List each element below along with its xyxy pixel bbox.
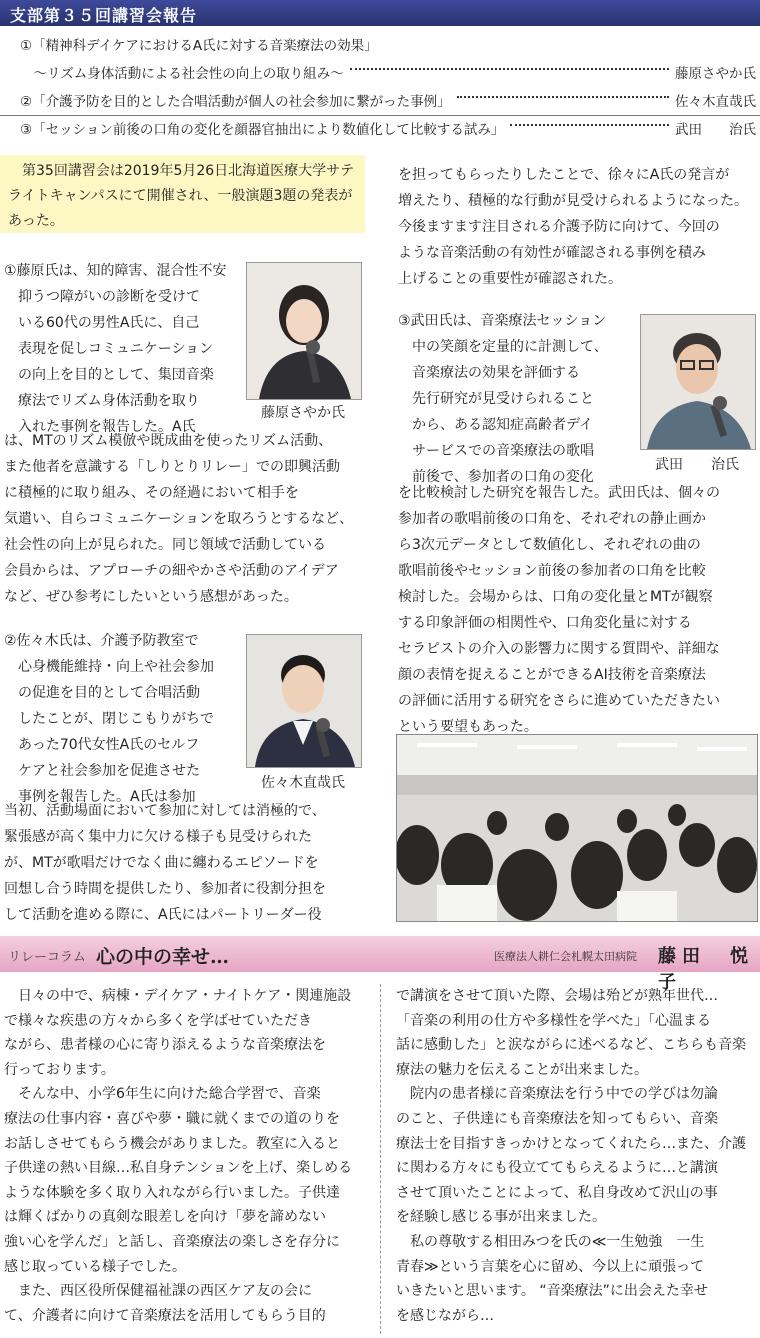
text-line: する印象評価の相関性や、口角変化量に対する — [398, 615, 692, 631]
column-divider — [380, 984, 381, 1334]
text-line: セラピストの介入の影響力に関する質問や、詳細な — [398, 641, 720, 657]
toc-item — [20, 88, 756, 112]
text-line: ②佐々木氏は、介護予防教室で — [4, 633, 199, 649]
section-header — [0, 0, 760, 26]
text-line: 抑うつ障がいの診断を受けて — [4, 289, 200, 305]
report-2-continued — [398, 162, 758, 292]
text-line: は輝くばかりの真剣な眼差しを向け「夢を諦めない — [4, 1209, 326, 1226]
leader-dots — [510, 124, 669, 126]
text-line: 当初、活動場面において参加に対しては消極的で、 — [4, 803, 326, 819]
report-2-text — [4, 798, 374, 928]
text-line: 療法でリズム身体活動を取り — [4, 393, 200, 409]
relay-tag: リレーコラム — [8, 950, 86, 965]
relay-organization: 医療法人耕仁会札幌太田病院 — [494, 950, 637, 963]
text-line: など、ぜひ参考にしたいという感想があった。 — [4, 589, 298, 605]
text-line: 強い心を学んだ」と話し、音楽療法の楽しさを存分に — [4, 1233, 340, 1250]
text-line: に関わる方々にも役立ててもらえるように…と講演 — [396, 1160, 718, 1177]
report-3-wrap — [398, 308, 638, 490]
text-line: 藤原さやか氏 — [675, 66, 756, 82]
relay-author: 藤田 悦子 — [658, 946, 754, 993]
text-line: の評価に活用する研究をさらに進めていただきたい — [398, 693, 720, 709]
text-line: の向上を目的として、集団音楽 — [4, 367, 214, 383]
text-line: また他者を意識する「しりとりリレー」での即興活動 — [4, 459, 340, 475]
report-1-text — [4, 428, 374, 610]
text-line: 今後ますます注目される介護予防に向けて、今回の — [398, 219, 720, 235]
text-line: 増えたり、積極的な行動が見受けられるようになった。 — [398, 193, 748, 209]
text-line: 療法士を目指すきっかけとなってくれたら…また、介護 — [396, 1135, 746, 1152]
text-line: から、ある認知症高齢者デイ — [398, 417, 594, 433]
leader-dots — [350, 68, 669, 70]
divider — [0, 115, 760, 116]
text-line: ケアと社会参加を促進させた — [4, 763, 200, 779]
report-1-wrap — [4, 258, 244, 440]
text-line: 上げることの重要性が確認された。 — [398, 271, 622, 287]
text-line: は、MTのリズム模倣や既成曲を使ったリズム活動、 — [4, 433, 333, 449]
text-line: 参加者の歌唱前後の口角を、それぞれの静止画か — [398, 511, 706, 527]
fujiwara-photo — [246, 262, 362, 400]
text-line: 話に感動した」と涙ながらに述べるなど、こちらも音楽 — [396, 1037, 746, 1054]
text-line: いる60代の男性A氏に、自己 — [4, 315, 200, 331]
sasaki-photo — [246, 634, 362, 768]
text-line: 療法の仕事内容・喜びや夢・職に就くまでの道のりを — [4, 1110, 340, 1127]
text-line: 心身機能維持・向上や社会参加 — [4, 659, 214, 675]
text-line: させて頂いたことによって、私自身改めて沢山の事 — [396, 1184, 718, 1201]
text-line: を経験し感じる事が出来ました。 — [396, 1209, 606, 1226]
text-line: ような体験を多く取り入れながら行いました。子供達 — [4, 1184, 340, 1201]
relay-left-text — [4, 984, 376, 1328]
leader-dots — [457, 96, 669, 98]
sasaki-caption: 佐々木直哉氏 — [261, 775, 345, 791]
text-line: ③「セッション前後の口角の変化を顔器官抽出により数値化して比較する試み」 — [20, 122, 505, 138]
toc-item — [20, 60, 756, 84]
text-line: 表現を促しコミュニケーション — [4, 341, 214, 357]
text-line: そんな中、小学6年生に向けた総合学習で、音楽 — [4, 1086, 321, 1103]
takeda-photo — [640, 314, 756, 450]
text-line: 先行研究が見受けられること — [398, 391, 594, 407]
text-line: のこと、子供達にも音楽療法を知ってもらい、音楽 — [396, 1110, 718, 1127]
text-line: 感じ取っている様子でした。 — [4, 1258, 186, 1275]
text-line: 入れた事例を報告した。A氏 — [4, 419, 196, 435]
relay-title: 心の中の幸せ… — [96, 946, 230, 968]
text-line: の促進を目的として合唱活動 — [4, 685, 200, 701]
text-line: して活動を進める際に、A氏にはパートリーダー役 — [4, 907, 322, 923]
text-line: 気遣い、自らコミュニケーションを取ろうとするなど、 — [4, 511, 354, 527]
text-line: ③武田氏は、音楽療法セッション — [398, 313, 607, 329]
text-line: 武田 治氏 — [675, 122, 756, 138]
text-line: 事例を報告した。A氏は参加 — [4, 789, 196, 805]
text-line: 検討した。会場からは、口角の変化量とMTが観察 — [398, 589, 713, 605]
section-title: 支部第３５回講習会報告 — [10, 6, 198, 25]
text-line: で様々な疾患の方々から多くを学ばせていただき — [4, 1012, 312, 1029]
text-line: で講演をさせて頂いた際、会場は殆どが熟年世代… — [396, 988, 718, 1004]
text-line: 院内の患者様に音楽療法を行う中での学びは勿論 — [396, 1086, 718, 1103]
text-line: 青春≫という言葉を心に留め、今以上に頑張って — [396, 1258, 705, 1275]
text-line: 子供達の熱い目線…私自身テンションを上げ、楽しめる — [4, 1160, 353, 1177]
text-line: あった70代女性A氏のセルフ — [4, 737, 200, 753]
text-line: また、西区役所保健福祉課の西区ケア友の会に — [4, 1283, 312, 1300]
report-3-text — [398, 480, 758, 740]
text-line: を感じながら… — [396, 1307, 494, 1324]
lecture-room-photo — [396, 734, 758, 922]
text-line: 佐々木直哉氏 — [675, 94, 756, 110]
text-line: したことが、閉じこもりがちで — [4, 711, 214, 727]
text-line: いきたいと思います。 “音楽療法”に出会えた幸せ — [396, 1283, 708, 1300]
text-line: ～リズム身体活動による社会性の向上の取り組み～ — [20, 66, 344, 82]
text-line: 音楽療法の効果を評価する — [398, 365, 580, 381]
text-line: を比較検討した研究を報告した。武田氏は、個々の — [398, 485, 720, 501]
text-line: お話しさせてもらう機会がありました。教室に入ると — [4, 1135, 340, 1152]
text-line: サービスでの音楽療法の歌唱 — [398, 443, 594, 459]
relay-right-text — [396, 984, 758, 1328]
text-line: ら3次元データとして数値化し、それぞれの曲の — [398, 537, 701, 553]
text-line: という要望もあった。 — [398, 719, 538, 735]
takeda-caption: 武田 治氏 — [655, 457, 739, 473]
text-line: 療法の魅力を伝えることが出来ました。 — [396, 1061, 648, 1078]
relay-column-header — [0, 936, 760, 993]
text-line: ②「介護予防を目的とした合唱活動が個人の社会参加に繋がった事例」 — [20, 94, 451, 110]
intro-text: 第35回講習会は2019年5月26日北海道医療大学サテライトキャンパスにて開催され、一般演題3題の発表があった。 — [8, 163, 355, 229]
text-line: 緊張感が高く集中力に欠ける様子も見受けられた — [4, 829, 312, 845]
text-line: 社会性の向上が見られた。同じ領域で活動している — [4, 537, 326, 553]
text-line: ①「精神科デイケアにおけるA氏に対する音楽療法の効果」 — [20, 38, 378, 54]
text-line: 前後で、参加者の口角の変化 — [398, 469, 594, 485]
intro-box — [0, 155, 365, 233]
text-line: 「音楽の利用の仕方や多様性を学べた」「心温まる — [396, 1012, 711, 1029]
text-line: 日々の中で、病棟・デイケア・ナイトケア・関連施設 — [4, 988, 352, 1004]
text-line: ①藤原氏は、知的障害、混合性不安 — [4, 263, 227, 279]
text-line: 私の尊敬する相田みつを氏の≪一生勉強 一生 — [396, 1233, 705, 1250]
text-line: て、介護者に向けて音楽療法を活用してもらう目的 — [4, 1307, 326, 1324]
text-line: 会員からは、アプローチの細やかさや活動のアイデア — [4, 563, 339, 579]
text-line: 歌唱前後やセッション前後の参加者の口角を比較 — [398, 563, 706, 579]
text-line: 中の笑顔を定量的に計測して、 — [398, 339, 608, 355]
text-line: 顔の表情を捉えることができるAI技術を音楽療法 — [398, 667, 706, 683]
text-line: 行っております。 — [4, 1061, 115, 1078]
toc-item — [20, 32, 756, 56]
text-line: ながら、患者様の心に寄り添えるような音楽療法を — [4, 1037, 326, 1054]
text-line: 回想し合う時間を提供したり、参加者に役割分担を — [4, 881, 326, 897]
report-2-wrap — [4, 628, 244, 810]
fujiwara-caption: 藤原さやか氏 — [261, 405, 345, 421]
text-line: に積極的に取り組み、その経過において相手を — [4, 485, 299, 501]
text-line: ような音楽活動の有効性が確認される事例を積み — [398, 245, 706, 261]
toc-item — [20, 116, 756, 140]
text-line: が、MTが歌唱だけでなく曲に纏わるエピソードを — [4, 855, 319, 871]
text-line: を担ってもらったりしたことで、徐々にA氏の発言が — [398, 167, 730, 183]
